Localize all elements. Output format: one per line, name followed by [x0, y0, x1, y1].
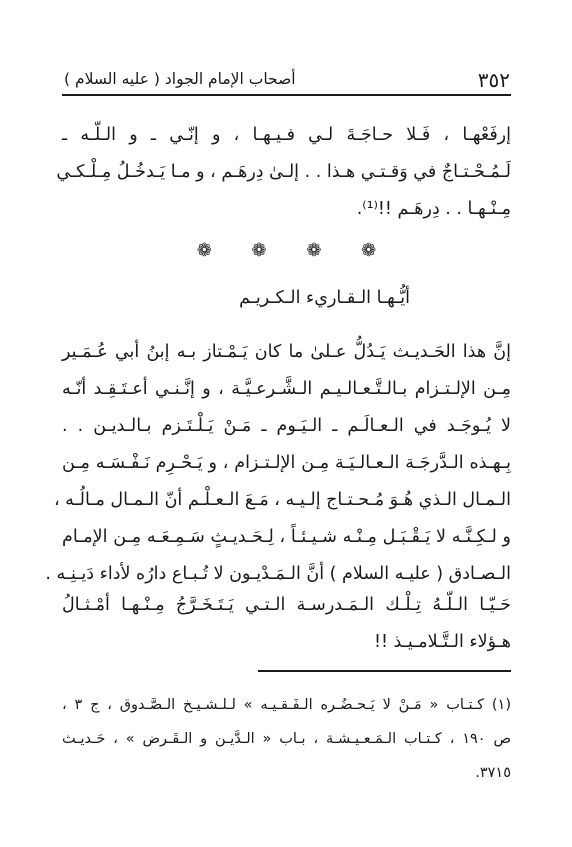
running-head: أصحاب الإمام الجواد ( عليه السلام ) [64, 70, 296, 88]
footnote-line: ٣٧١٥. [475, 765, 511, 781]
paragraph-3-line: حَـيّـا الـلّـهُ تِـلْـك الـمَـدرسـة الـتـي يَـتَـخَـرَّجُ مِـنْـهـا أمْـثـالُ [62, 595, 511, 615]
footnote-line: (١) كـتـاب « مَـنْ لا يَـحـضُـره الـفَـقـيـه » لـلـشـيـخ الـصَّـدوق ، ج ٣ ، [62, 697, 511, 713]
paragraph-1 [56, 117, 511, 228]
paragraph-2-line: مِـن الإلـتـزام بـالـتَّـعـالـيـم الـشَّـرعـيَّـة ، و إنَّـنـي أعـتَـقِـد أنّـه [62, 379, 511, 399]
header-rule [62, 94, 511, 96]
footnote [62, 688, 511, 790]
paragraph-2-line: لا يُـوجَـد في الـعـالَـم ـ الـيَـوم ـ مَـنْ يَـلْـتَـزم بـالـديـن . . [62, 416, 511, 436]
paragraph-2-line: إنَّ هذا الحَـديـث يَـدُلُّ عـلىٰ ما كان يَـمْـتاز بـه إبنُ أبي عُـمَـير [62, 342, 511, 362]
paragraph-1-line: إرفَعْهـا ، فَـلا حـاجَـةَ لـي فـيـهـا ، و إنّـي ـ و الـلّـه ـ [62, 125, 511, 145]
paragraph-2-line: الـصـادق ( عليـه السلام ) أنَّ الـمَـدْيـون لا تُـبـاع دارُه لأداء دَيـنِـه . [45, 564, 511, 584]
section-divider-stars: ❁ ❁ ❁ ❁ [196, 240, 377, 261]
page-header [64, 66, 510, 94]
paragraph-3 [62, 587, 511, 661]
paragraph-2-line: و لـكِـنَّـه لا يَـقْـبَـل مِـنْـه شـيـئـاً ، لِـحَـديـثٍ سَـمِـعَـه مِـن الإمـام [62, 527, 511, 547]
paragraph-1-line: مِـنْـهـا . . دِرهَـم !!⁽¹⁾. [356, 199, 511, 219]
paragraph-2-line: الـمـال الـذي هُـوَ مُـحـتـاج إلـيـه ، مَـعَ الـعـلْـم أنّ الـمـال مـالُـه ، [53, 490, 511, 510]
section-title: أيُّـهـا الـقـاريء الـكـريـم [239, 288, 410, 308]
page-number: ٣٥٢ [477, 68, 510, 92]
footnote-rule [258, 670, 511, 672]
paragraph-3-line: هـؤلاء الـتَّـلامـيـذ !! [373, 632, 511, 652]
footnote-line: ص ١٩٠ ، كـتـاب الـمَـعـيـشـة ، بـاب « الـدَّيـن و الـقَـرض » ، حَـديـث [62, 731, 511, 747]
paragraph-1-line: لَـمُـحْـتـاجٌ في وَقـتـي هـذا . . إلـىٰ دِرهَـم ، و مـا يَـدخُـلُ مِـلْـكـي [56, 162, 511, 182]
paragraph-2 [45, 334, 511, 593]
paragraph-2-line: بِـهـذه الـدَّرجَـة الـعـالـيَـة مِـن الإلـتـزام ، و يَـحْـرِم نَـفْـسَـه مِـن [62, 453, 511, 473]
